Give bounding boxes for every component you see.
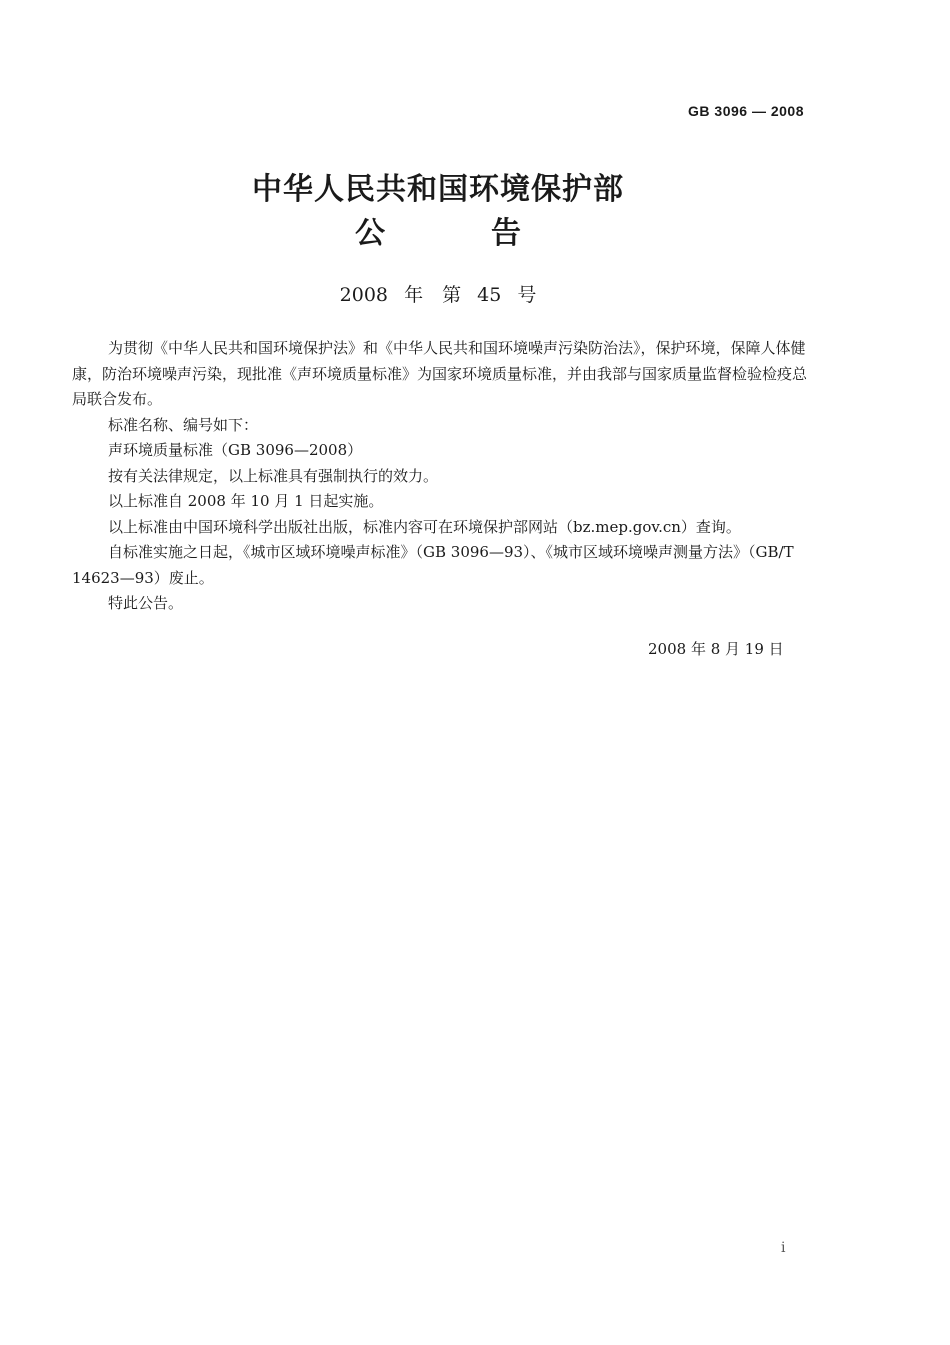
issue-number: 2008 年 第 45 号 xyxy=(339,284,537,306)
paragraph: 自标准实施之日起，《城市区域环境噪声标准》（GB 3096—93）、《城市区域环境噪声测量方法》（GB/T 14623—93）废止。 xyxy=(72,543,794,587)
document-subtitle: 公告 xyxy=(355,216,627,251)
page-number: i xyxy=(781,1240,786,1256)
paragraph: 以上标准由中国环境科学出版社出版，标准内容可在环境保护部网站（bz.mep.gov.cn）查询。 xyxy=(108,517,741,536)
standard-code: GB 3096 — 2008 xyxy=(688,103,804,119)
paragraph: 为贯彻《中华人民共和国环境保护法》和《中华人民共和国环境噪声污染防治法》，保护环境，保障人体健康，防治环境噪声污染，现批准《声环境质量标准》为国家环境质量标准，并由我部与国家质量监督检验检疫总局联合发布。 xyxy=(72,339,808,408)
paragraph: 按有关法律规定，以上标准具有强制执行的效力。 xyxy=(108,466,439,485)
paragraph: 特此公告。 xyxy=(108,594,184,612)
paragraph: 标准名称、编号如下： xyxy=(108,415,259,434)
document-title: 中华人民共和国环境保护部 xyxy=(252,172,624,207)
paragraph: 声环境质量标准（GB 3096—2008） xyxy=(108,441,363,459)
paragraph: 以上标准自 2008 年 10 月 1 日起实施。 xyxy=(108,492,384,510)
announcement-date: 2008 年 8 月 19 日 xyxy=(648,640,784,658)
announcement-body xyxy=(72,336,812,617)
